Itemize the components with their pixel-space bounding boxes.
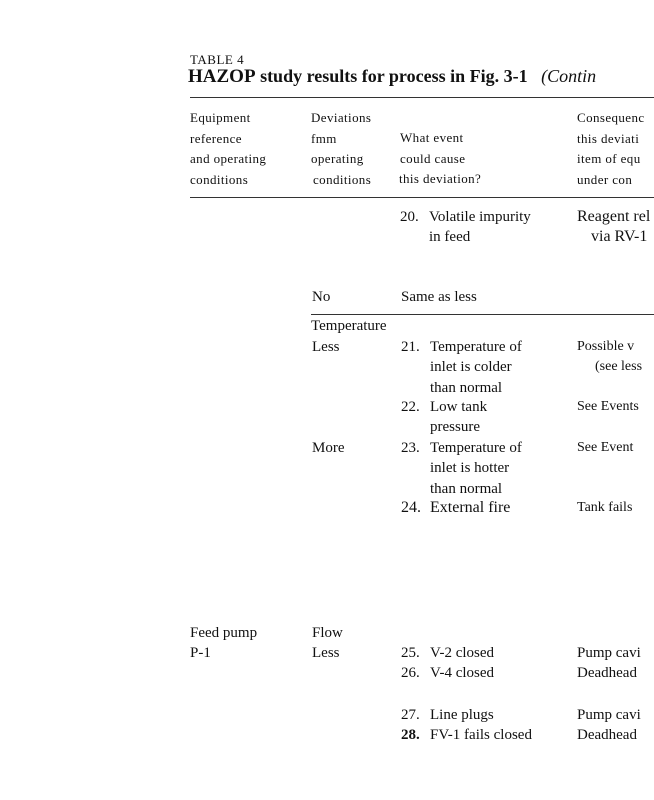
header-bottom-rule (190, 197, 654, 198)
deviation-no: No (312, 289, 331, 305)
equipment-feed-pump: Feed pump P-1 (190, 625, 258, 662)
header-deviations: Deviations fmm operating conditions (311, 110, 372, 187)
consequence-20: Reagent rel via RV-1 (577, 208, 651, 246)
consequence-22: See Events (577, 399, 639, 414)
consequence-28: Deadhead (577, 727, 637, 743)
consequence-27: Pump cavi (577, 707, 641, 723)
deviation-less: Less (312, 339, 340, 355)
title-rest: study results for process in Fig. 3-1 (255, 66, 528, 86)
deviation-flow-less: Flow Less (312, 625, 343, 662)
consequence-21: Possible v (see less (577, 339, 643, 375)
event-28: 28. FV-1 fails closed (401, 727, 532, 743)
event-20: 20. Volatile impurity in feed (400, 209, 531, 246)
event-21: 21. Temperature of inlet is colder than normal (401, 339, 522, 396)
header-equipment: Equipment reference and operating conditions (190, 110, 267, 187)
table-label: TABLE 4 (190, 52, 245, 67)
consequence-26: Deadhead (577, 665, 637, 681)
consequence-23: See Event (577, 440, 634, 455)
consequence-24: Tank fails (577, 500, 633, 515)
table-title (188, 66, 596, 88)
deviation-more: More (312, 440, 345, 456)
event-25: 25. V-2 closed (401, 645, 495, 661)
event-same-as-less: Same as less (401, 289, 477, 305)
event-23: 23. Temperature of inlet is hotter than normal (401, 440, 522, 497)
parameter-temperature: Temperature (311, 318, 387, 334)
event-27: 27. Line plugs (401, 707, 494, 723)
event-24: 24. External fire (401, 499, 511, 516)
header-consequence: Consequenc this deviati item of equ under con (577, 110, 645, 187)
event-22: 22. Low tank pressure (401, 399, 488, 436)
event-26: 26. V-4 closed (401, 665, 495, 681)
title-hazop: HAZOP (188, 66, 256, 87)
title-continued: (Contin (541, 66, 597, 86)
header-event: What event could cause this deviation? (399, 130, 482, 186)
header-top-rule (190, 97, 654, 98)
consequence-25: Pump cavi (577, 645, 641, 661)
